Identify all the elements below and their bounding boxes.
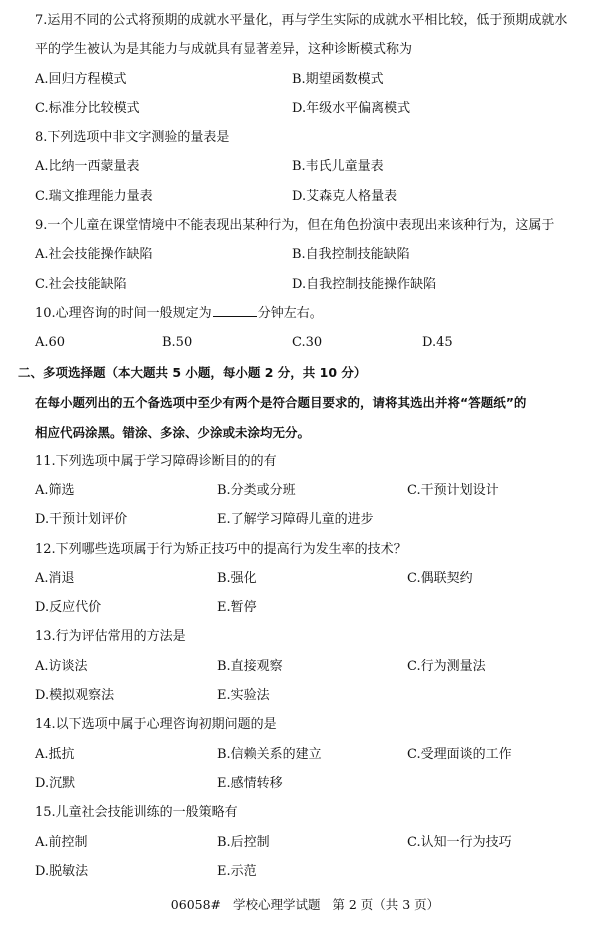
q9-option-d: D.自我控制技能操作缺陷	[292, 277, 437, 292]
q11-option-a: A.筛选	[35, 483, 75, 498]
question-10-stem: 10.心理咨询的时间一般规定为 分钟左右。	[0, 299, 610, 328]
page-footer: 06058# 学校心理学试题 第 2 页（共 3 页）	[170, 897, 440, 912]
q9-option-a: A.社会技能操作缺陷	[35, 247, 153, 262]
question-14-options-row-2	[0, 769, 610, 798]
q15-option-b: B.后控制	[217, 835, 270, 850]
question-8-options-row-1	[0, 152, 610, 181]
q13-option-b: B.直接观察	[217, 659, 283, 674]
q12-option-a: A.消退	[35, 571, 75, 586]
question-7-options-row-2	[0, 94, 610, 123]
q15-option-d: D.脱敏法	[35, 864, 89, 879]
q13-option-c: C.行为测量法	[407, 659, 486, 674]
question-9-options-row-2	[0, 270, 610, 299]
q8-option-a: A.比纳一西蒙量表	[35, 159, 140, 174]
question-15-options-row-2	[0, 857, 610, 886]
question-12-stem: 12.下列哪些选项属于行为矫正技巧中的提高行为发生率的技术？	[35, 542, 407, 557]
q8-option-d: D.艾森克人格量表	[292, 189, 398, 204]
section-2-instructions-line-1: 在每小题列出的五个备选项中至少有两个是符合题目要求的，请将其选出并将“答题纸”的	[35, 395, 527, 410]
q13-option-a: A.访谈法	[35, 659, 88, 674]
q12-option-e: E.暂停	[217, 600, 257, 615]
q13-option-d: D.模拟观察法	[35, 688, 115, 703]
question-7-stem-line-1: 7.运用不同的公式将预期的成就水平量化，再与学生实际的成就水平相比较，低于预期成就水	[35, 13, 568, 28]
q12-option-d: D.反应代价	[35, 600, 102, 615]
q15-option-e: E.示范	[217, 864, 257, 879]
q7-option-d: D.年级水平偏离模式	[292, 101, 411, 116]
q10-option-c: C.30	[292, 335, 323, 350]
question-12-options-row-1	[0, 564, 610, 593]
q7-option-a: A.回归方程模式	[35, 72, 127, 87]
question-11-options-row-1	[0, 476, 610, 505]
q12-option-b: B.强化	[217, 571, 257, 586]
section-2-heading: 二、多项选择题（本大题共 5 小题，每小题 2 分，共 10 分）	[18, 365, 367, 380]
q14-option-c: C.受理面谈的工作	[407, 747, 512, 762]
question-8-stem: 8.下列选项中非文字测验的量表是	[35, 130, 230, 145]
question-14-options-row-1	[0, 740, 610, 769]
q11-option-d: D.干预计划评价	[35, 512, 128, 527]
question-9-options-row-1	[0, 240, 610, 269]
question-15-stem: 15.儿童社会技能训练的一般策略有	[35, 805, 238, 820]
q11-option-b: B.分类或分班	[217, 483, 296, 498]
q15-option-a: A.前控制	[35, 835, 88, 850]
section-2-instructions-line-2: 相应代码涂黑。错涂、多涂、少涂或未涂均无分。	[35, 425, 311, 440]
question-13-stem: 13.行为评估常用的方法是	[35, 629, 186, 644]
answer-blank	[213, 302, 257, 317]
question-13-options-row-2	[0, 681, 610, 710]
question-11-options-row-2	[0, 505, 610, 534]
q11-option-e: E.了解学习障碍儿童的进步	[217, 512, 374, 527]
q14-option-b: B.信赖关系的建立	[217, 747, 322, 762]
question-7-options-row-1	[0, 65, 610, 94]
q7-option-b: B.期望函数模式	[292, 72, 384, 87]
question-11-stem: 11.下列选项中属于学习障碍诊断目的的有	[35, 454, 277, 469]
q9-option-c: C.社会技能缺陷	[35, 277, 127, 292]
q15-option-c: C.认知一行为技巧	[407, 835, 512, 850]
q9-option-b: B.自我控制技能缺陷	[292, 247, 410, 262]
question-15-options-row-1	[0, 828, 610, 857]
q14-option-d: D.沉默	[35, 776, 76, 791]
q13-option-e: E.实验法	[217, 688, 270, 703]
question-13-options-row-1	[0, 652, 610, 681]
q14-option-e: E.感情转移	[217, 776, 283, 791]
question-9-stem: 9.一个儿童在课堂情境中不能表现出某种行为，但在角色扮演中表现出来该种行为，这属于	[35, 218, 555, 233]
question-10-options	[0, 328, 610, 357]
q12-option-c: C.偶联契约	[407, 571, 473, 586]
question-14-stem: 14.以下选项中属于心理咨询初期问题的是	[35, 717, 277, 732]
q8-option-b: B.韦氏儿童量表	[292, 159, 384, 174]
q10-option-d: D.45	[422, 335, 453, 350]
q14-option-a: A.抵抗	[35, 747, 75, 762]
question-7-stem-line-2: 平的学生被认为是其能力与成就具有显著差异，这种诊断模式称为	[35, 42, 413, 57]
q10-option-b: B.50	[162, 335, 193, 350]
q11-option-c: C.干预计划设计	[407, 483, 499, 498]
q7-option-c: C.标准分比较模式	[35, 101, 140, 116]
q10-option-a: A.60	[35, 335, 66, 350]
question-12-options-row-2	[0, 593, 610, 622]
question-8-options-row-2	[0, 182, 610, 211]
q8-option-c: C.瑞文推理能力量表	[35, 189, 153, 204]
